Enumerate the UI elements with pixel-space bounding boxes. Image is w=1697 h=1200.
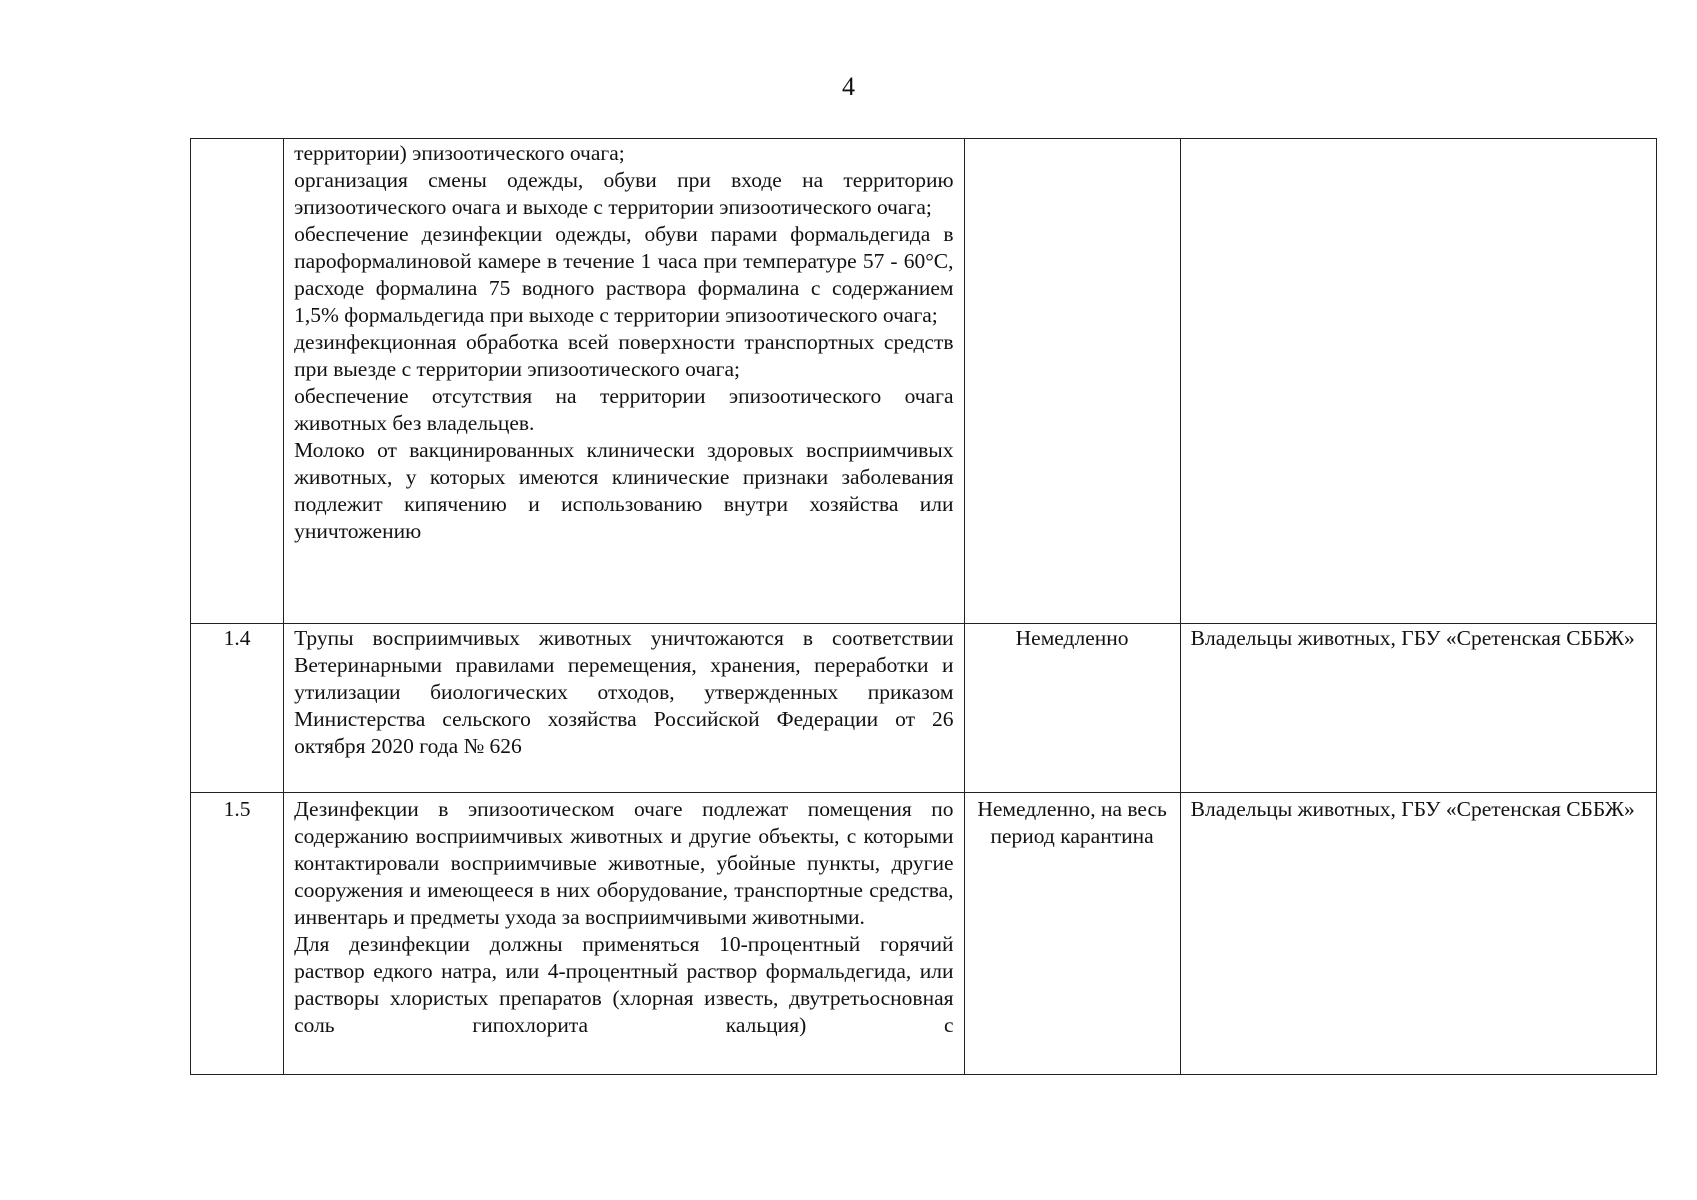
executor-cell — [1180, 793, 1656, 1075]
measure-paragraph: Дезинфекции в эпизоотическом очаге подлежат помещения по содержанию восприимчивых животных и другие объекты, с которыми контактировали восприимчивые животные, убойные пункты, другие сооружения и имеющееся в них оборудование, транспортные средства, инвентарь и предметы ухода за восприимчивыми животными. — [294, 797, 954, 929]
measure-paragraph: территории) эпизоотического очага; — [294, 141, 625, 165]
term-cell: Немедленно — [964, 624, 1180, 793]
measure-paragraph: обеспечение дезинфекции одежды, обуви парами формальдегида в пароформалиновой камере в течение 1 часа при температуре 57 - 60°С, расходе формалина 75 водного раствора формалина с содержанием 1,5% формальдегида при выходе с территории эпизоотического очага; — [294, 222, 954, 327]
measure-paragraph: обеспечение отсутствия на территории эпизоотического очага животных без владельцев. — [294, 384, 954, 435]
measure-cell — [284, 793, 964, 1075]
measure-cell — [284, 139, 964, 624]
executor-text: Владельцы животных, ГБУ «Сретенская СББЖ» — [1190, 626, 1635, 650]
term-cell: Немедленно, на весь период карантина — [964, 793, 1180, 1075]
measure-paragraph: Молоко от вакцинированных клинически здоровых восприимчивых животных, у которых имеются клинические признаки заболевания подлежит кипячению и использованию внутри хозяйства или уничтожению — [294, 438, 954, 543]
measure-paragraph: Трупы восприимчивых животных уничтожаются в соответствии Ветеринарными правилами перемещения, хранения, переработки и утилизации биологических отходов, утвержденных приказом Министерства сельского хозяйства Российской Федерации от 26 октября 2020 года № 626 — [294, 626, 954, 758]
table-row — [191, 793, 1657, 1075]
measures-table — [190, 138, 1657, 1075]
executor-cell — [1180, 139, 1656, 624]
executor-text: Владельцы животных, ГБУ «Сретенская СББЖ» — [1190, 797, 1635, 821]
table-row — [191, 139, 1657, 624]
page-number: 4 — [842, 72, 855, 101]
row-number-cell: 1.5 — [191, 793, 284, 1075]
measure-paragraph: Для дезинфекции должны применяться 10-процентный горячий раствор едкого натра, или 4-процентный раствор формальдегида, или растворы хлористых препаратов (хлорная известь, двутретьосновная соль гипохлорита кальция) с — [294, 932, 954, 1037]
measure-cell — [284, 624, 964, 793]
executor-cell — [1180, 624, 1656, 793]
row-number-cell: 1.4 — [191, 624, 284, 793]
row-number-cell — [191, 139, 284, 624]
term-cell — [964, 139, 1180, 624]
measure-paragraph: дезинфекционная обработка всей поверхности транспортных средств при выезде с территории эпизоотического очага; — [294, 330, 954, 381]
table-row — [191, 624, 1657, 793]
measure-paragraph: организация смены одежды, обуви при входе на территорию эпизоотического очага и выходе с территории эпизоотического очага; — [294, 168, 954, 219]
